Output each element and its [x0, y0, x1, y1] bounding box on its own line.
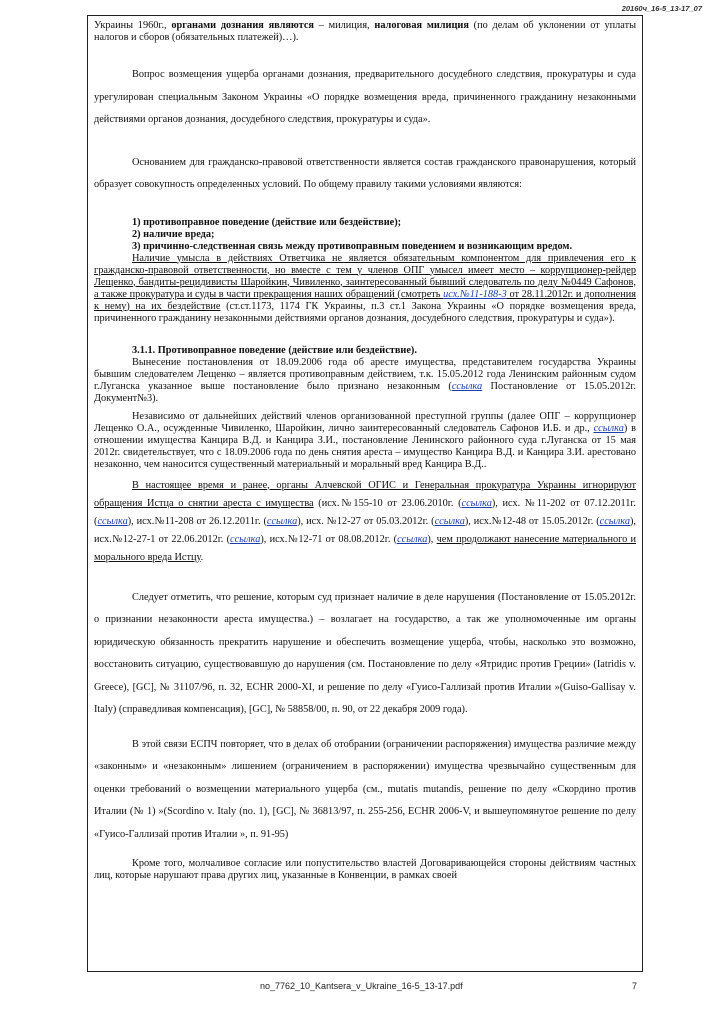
document-link[interactable]: ссылка [266, 515, 298, 527]
list-item: 1) противоправное поведение (действие или бездействие); [132, 216, 402, 228]
document-link[interactable]: ссылка [434, 515, 465, 527]
paragraph-5: Вынесение постановления от 18.09.2006 года об аресте имущества, представителем государства Украины бывшим следователем Лещенко – является противоправным действием, т.к. 15.05.2012 года Ленинским районным судом г.Луганска указанное выше постановление было признано незаконным (ссылка Постановление от 15.05.2012г. Документ№3). [94, 356, 637, 404]
document-link[interactable]: ссылка [230, 533, 261, 545]
list-item: 2) наличие вреда; [132, 228, 215, 240]
paragraph-10: Кроме того, молчаливое согласие или попустительство властей Договаривающейся стороны действиям частных лиц, которые нарушают права других лиц, указанные в Конвенции, в рамках своей [94, 858, 636, 881]
document-link[interactable]: исх.№11-188-3 [443, 288, 507, 300]
document-link[interactable]: ссылка [451, 380, 483, 392]
paragraph-3: Основанием для гражданско-правовой ответственности является состав гражданского правонарушения, который образует совокупность определенных условий. По общему правилу такими условиями являются: [94, 156, 636, 190]
document-link[interactable]: ссылка [599, 515, 630, 527]
document-link[interactable]: ссылка [461, 497, 492, 509]
document-body [94, 20, 636, 882]
paragraph-8: Следует отметить, что решение, которым суд признает наличие в деле нарушения (Постановление от 15.05.2012г. о признании незаконности ареста имущества.) – возлагает на государство, а так же уполномоченные им органы юридическую обязанность прекратить нарушение и обеспечить возмещение ущерба, чтобы, насколько это возможно, восстановить ситуацию, существовавшую до нарушения (см. Постановление по делу «Ятридис против Греции» (Iatridis v. Greece), [GC], № 31107/96, п. 32, ECHR 2000-XI, и решение по делу «Гуисо-Галлизай против Италии »(Guiso-Gallisay v. Italy) (справедливая компенсация), [GC], № 58858/00, п. 90, от 22 декабря 2009 года). [94, 591, 636, 715]
footer-filename: no_7762_10_Kantsera_v_Ukraine_16-5_13-17.pdf [260, 981, 463, 991]
paragraph-7: В настоящее время и ранее, органы Алчевской ОГИС и Генеральная прокуратура Украины игнорируют обращения Истца о снятии ареста с имущества (исх.№155-10 от 23.06.2010г. (ссылка), исх. №11-202 от 07.12.2011г. (ссылка), исх.№11-208 от 26.12.2011г. (ссылка), исх. №12-27 от 05.03.2012г. (ссылка), исх.№12-48 от 15.05.2012г. (ссылка), исх.№12-27-1 от 22.06.2012г. (ссылка), исх.№12-71 от 08.08.2012г. (ссылка), чем продолжают нанесение материального и морального вреда Истцу. [94, 479, 637, 563]
paragraph-6: Независимо от дальнейших действий членов организованной преступной группы (далее ОПГ – коррупционер Лещенко О.А., осужденные Чивиленко, Шаройкин, лично заинтересованный следователь Сафонов И.Б. и др., ссылка) в отношении имущества Канцира В.Д. и Канцира З.И., постановление Ленинского районного суда г.Луганска от 15 мая 2012г. свидетельствует, что с 18.09.2006 года по день снятия ареста – имущество Канцира В.Д. и Канцира З.И. арестовано незаконно, чем наносится существенный материальный и моральный вред Канцира В.Д.. [94, 410, 636, 470]
paragraph-4: Наличие умысла в действиях Ответчика не является обязательным компонентом для привлечения его к гражданско-правовой ответственности, но вместе с тем у членов ОПГ умысел имеет место – коррупционер-рейдер Лещенко, бандиты-рецидивисты Шаройкин, Чивиленко, заинтересованный бывший следователь по делу №0449 Сафонов, а также прокуратура и суды в части прекращения наших обращений (смотреть исх.№11-188-3 от 28.11.2012г. и дополнения к нему) на их бездействие (ст.ст.1173, 1174 ГК Украины, п.3 ст.1 Закона Украины «О порядке возмещения вреда, причиненного гражданину незаконными действиями органов дознания, досудебного следствия, прокуратуры и суда»). [94, 252, 637, 324]
paragraph-9: В этой связи ЕСПЧ повторяет, что в делах об отобрании (ограничении распоряжения) имущества различие между «законным» и «незаконным» лишением (ограничением в распоряжении) имущества чрезвычайно существенным для оценки требований о возмещении материального ущерба (см., mutatis mutandis, решение по делу «Скордино против Италии (№ 1) »(Scordino v. Italy (no. 1), [GC], № 36813/97, п. 255-256, ECHR 2006-V, и вышеупомянутое решение по делу «Гуисо-Галлизай против Италии », п. 91-95) [94, 738, 636, 840]
paragraph-2: Вопрос возмещения ущерба органами дознания, предварительного досудебного следствия, прокуратуры и суда урегулирован специальным Законом Украины «О порядке возмещения вреда, причиненного гражданину незаконными действиями органов дознания, досудебного следствия, прокуратуры и суда». [94, 69, 636, 125]
document-link[interactable]: ссылка [593, 422, 624, 434]
document-link[interactable]: ссылка [97, 515, 128, 527]
header-stamp: 20160ч_16-5_13-17_07 [621, 4, 702, 13]
section-heading: 3.1.1. Противоправное поведение (действие или бездействие). [132, 344, 417, 356]
page-number: 7 [632, 981, 638, 991]
conditions-list [94, 217, 636, 253]
paragraph-1: Украины 1960г., органами дознания являются – милиция, налоговая милиция (по делам об уклонении от уплаты налогов и сборов (обязательных платежей)…). [94, 20, 636, 43]
document-link[interactable]: ссылка [397, 533, 428, 545]
list-item: 3) причинно-следственная связь между противоправным поведением и возникающим вредом. [132, 240, 573, 252]
